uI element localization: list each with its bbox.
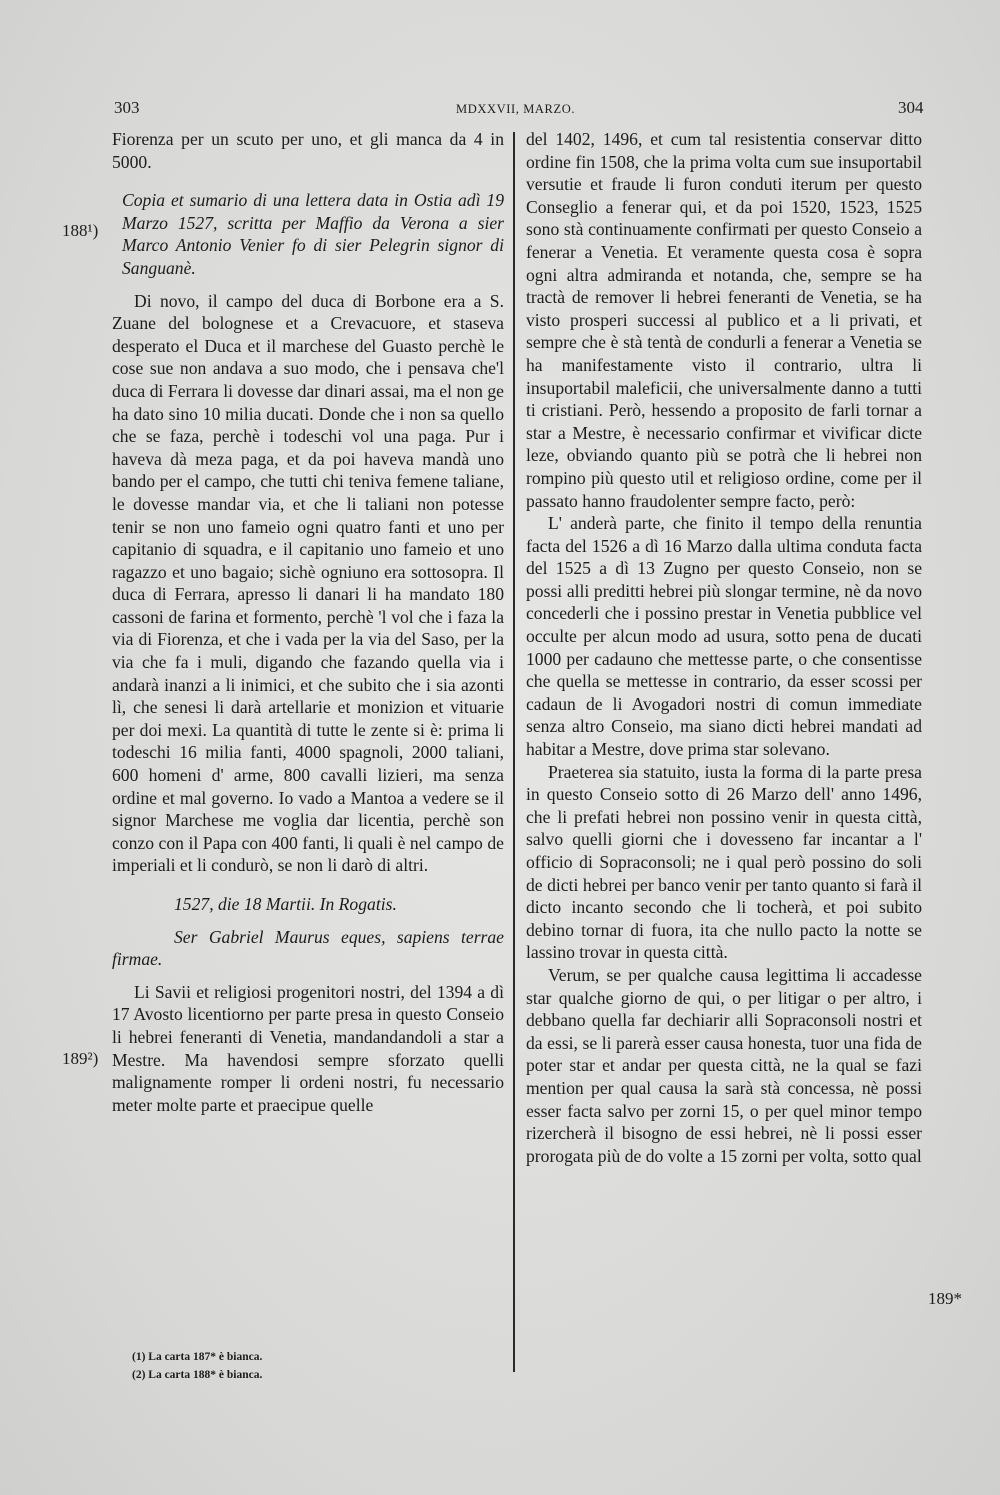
letter-heading-188: Copia et sumario di una lettera data in Ostia adì 19 Marzo 1527, scritta per Maffio da Verona a sier Marco Antonio Venier fo di sier Pelegrin signor di Sanguanè. [122,190,504,278]
right-page-number: 304 [898,98,924,117]
decree-subheading-189: Ser Gabriel Maurus eques, sapiens terrae firmae. [112,926,504,970]
decree-heading-189: 1527, die 18 Martii. In Rogatis. [174,894,397,914]
footnote-1: (1) La carta 187* è bianca. [132,1351,263,1363]
footnotes [132,1348,262,1384]
running-title: MDXXVII, MARZO. [456,102,576,116]
left-paragraph-1: Fiorenza per un scuto per uno, et gli manca da 4 in 5000. [112,129,504,172]
margin-note-189-right: 189* [928,1289,962,1308]
column-divider [513,132,515,1372]
right-column [526,128,922,1167]
right-paragraph-1: del 1402, 1496, et cum tal resistentia conservar ditto ordine fin 1508, che la prima volta cum sue insuportabil versutie et fraude li furon conduti iterum per questo Conseglio a fenerar qui, et da poi 1520, 1523, 1525 sono stà continuamente confirmati per questo Conseio a fenerar a Venetia. Et veramente questa cosa è sopra ogni altra admiranda et notanda, che, sempre se ha tractà de remover li hebrei feneranti de Venetia, se ha visto prosperi successi al publico et a li privati, et sempre che è stà tentà de condurli a fenerar a Venetia se ha manifestamente visto il contrario, ultra li insuportabil maleficii, che universalmente danno a tutti ti cristiani. Però, hessendo a proposito de farli tornar a star a Mestre, è necessario confirmar et vivificar dicte leze, obviando quanto più se potrà che li hebrei non rompino più questo util et religioso ordine, come per il passato hanno fraudolenter sempre facto, però: [526,129,922,511]
right-paragraph-3: Praeterea sia statuito, iusta la forma di la parte presa in questo Conseio sotto di 26 Marzo dell' anno 1496, che li prefati hebrei non possino venir in questa città, salvo quelli giorni che i dovesseno far incantar a l' officio di Sopraconsoli; ne i qual però possino do soli de dicti hebrei per banco venir per tanto quanto si farà il dicto incanto secondo che li tocherà, et poi subito debino tornar di fuora, ita che nullo pacto la notte se lassino trovar in questa città. [526,761,922,963]
right-paragraph-4: Verum, se per qualche causa legittima li accadesse star qualche giorno de qui, o per litigar o per altro, i debbano quella far dechiarir alli Sopraconsoli nostri et da essi, se li parerà esser causa honesta, tuor una fida de poter star et andar per questa città, ne la qual se fazi mention per qual causa la sarà stà concessa, nè possi esser facta salvo per zorni 15, o per quel minor tempo rizercherà il bisogno de essi hebrei, nè li possi esser prorogata più de do volte a 15 zorni per volta, sotto qual [526,964,922,1166]
left-page-number: 303 [114,98,140,117]
margin-note-188: 188¹) [62,221,99,240]
right-paragraph-2: L' anderà parte, che finito il tempo della renuntia facta del 1526 a dì 16 Marzo dalla ultima conduta facta del 1525 a dì 13 Zugno per questo Conseio, non se possi alli preditti hebrei più slongar termine, nè da novo concederli che i possino prestar in Venetia pubblice vel occulte per alcun modo ad usura, sotto pena de ducati 1000 per cadauno che mettesse parte, o che consentisse che quella se mettesse in contrario, da esser scossi per cadaun de li Avogadori nostri di comun immediate senza altro Conseio, ma siano dicti hebrei mandati ad habitar a Mestre, dove prima star solevano. [526,513,922,760]
left-paragraph-3: Li Savii et religiosi progenitori nostri, del 1394 a dì 17 Avosto licentiorno per parte presa in questo Conseio li hebrei feneranti di Venetia, mandandandoli a star a Mestre. Ma havendosi sempre sforzato quelli malignamente romper li ordeni nostri, fu necessario meter molte parte et praecipue quelle [112,981,504,1115]
margin-note-189: 189²) [62,1049,99,1068]
left-column [112,128,504,1116]
footnote-2: (2) La carta 188* è bianca. [132,1369,263,1381]
left-paragraph-2: Di novo, il campo del duca di Borbone era a S. Zuane del bolognese et a Crevacuore, et staseva desperato el Duca et il marchese del Guasto perchè le cose sue non andava a suo modo, che i pensava che'l duca di Ferrara li dovesse dar dinari assai, ma el non ge ha dato sino 10 milia ducati. Donde che i non sa quello che se faza, perchè i todeschi vol una paga. Pur i haveva dà meza paga, et da poi haveva mandà uno bando per el campo, che tutti chi teniva femene taliane, le dovesse mandar via, et che li taliani non potesse tenir se non uno fameio ogni quatro fanti et uno per capitanio di squadra, e il capitanio uno fameio et uno ragazzo et uno bagaio; sichè ogniuno era sottosopra. Il duca di Ferrara, apresso li danari li ha mandato 180 cassoni de farina et formento, perchè 'l vol che i faza la via di Fiorenza, et che i vada per la via del Saso, per la via che fa i muli, digando che fazando quella via i andarà inanzi a li inimici, et che subito che i sia azonti lì, che senesi li darà artellarie et monizion et vituarie per doi mexi. La quantità di tutte le zente si è: prima li todeschi 16 milia fanti, 4000 spagnoli, 2000 taliani, 600 homeni d' arme, 800 cavalli lizieri, ma senza ordine et mal governo. Io vado a Mantoa a vedere se il signor Marchese me voglia dar licentia, perchè son conzo con il Papa con 400 fanti, li quali è nel campo de imperiali et li condurò, se non li darò di altri. [112,290,504,876]
